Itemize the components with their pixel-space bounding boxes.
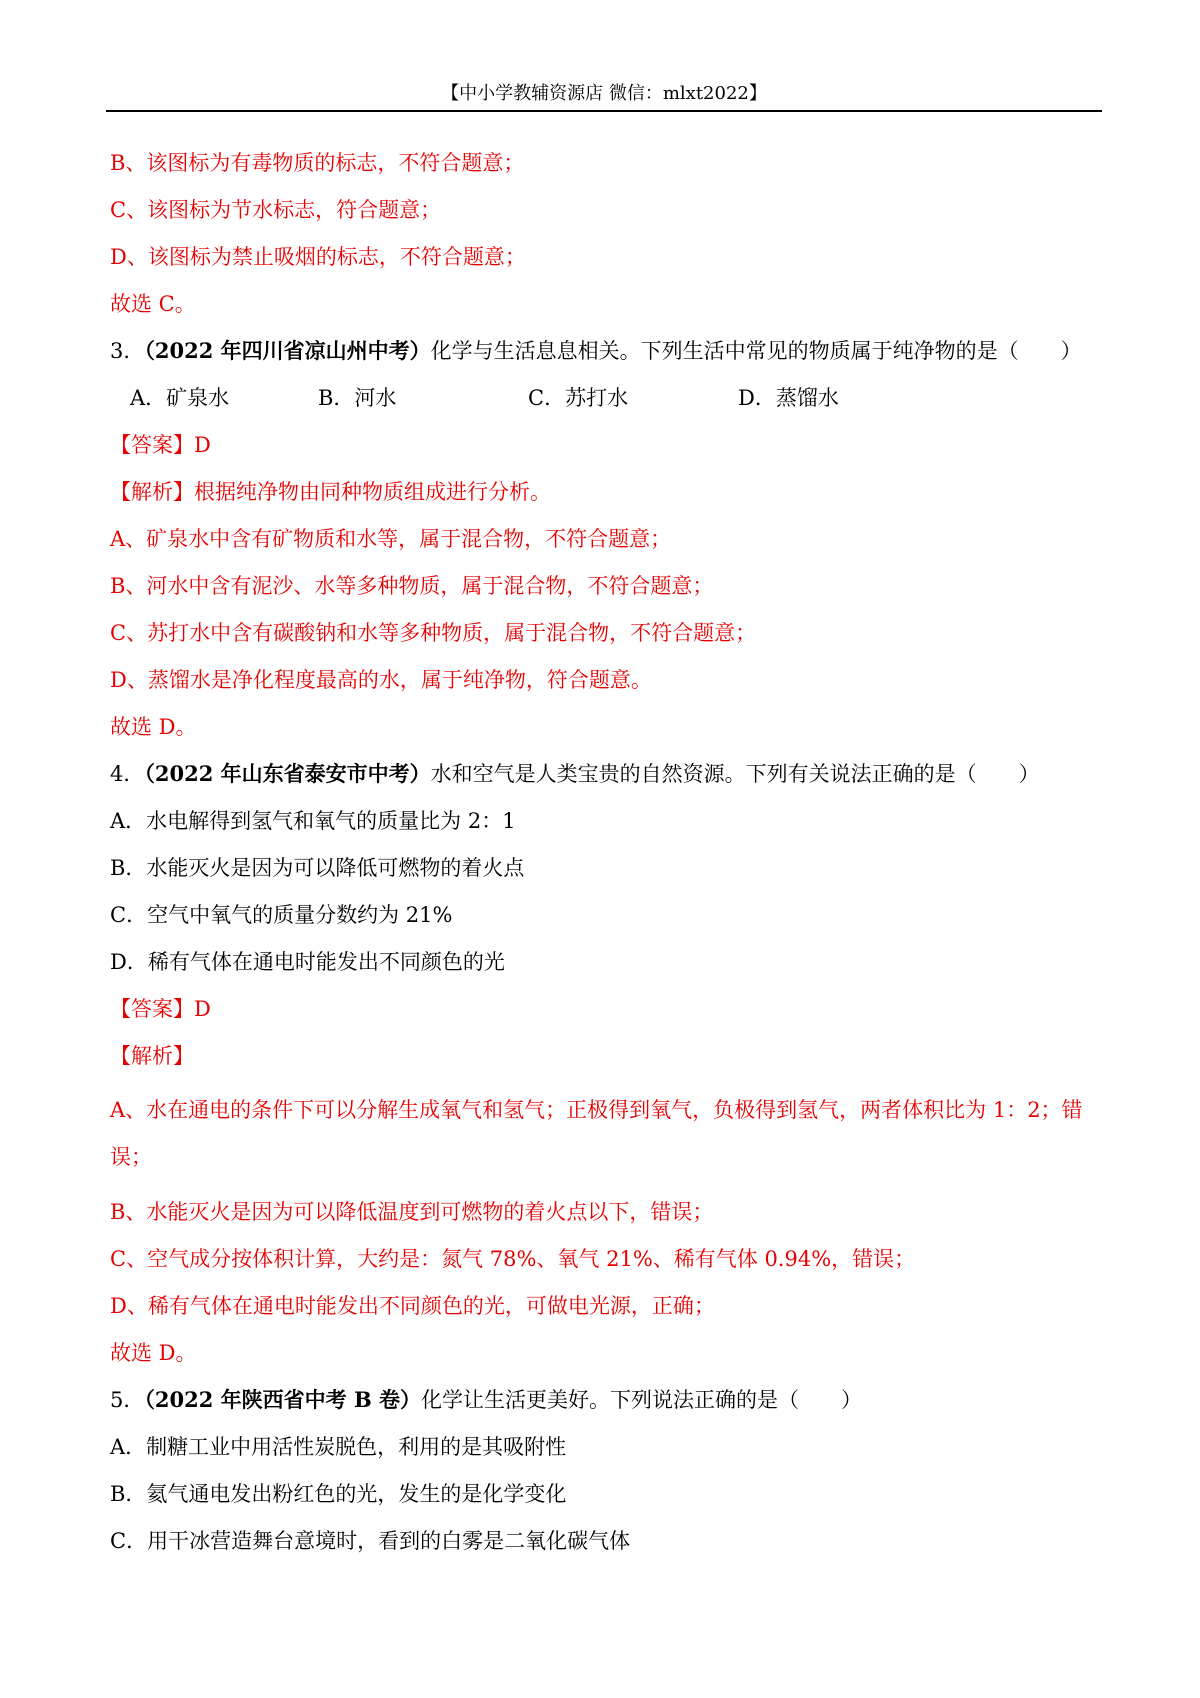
q4-answer: 【答案】D xyxy=(110,997,211,1021)
q4-option-b: B．水能灭火是因为可以降低可燃物的着火点 xyxy=(110,856,525,880)
q4-analysis: 【解析】 xyxy=(110,1044,194,1068)
q2-explain-d: D、该图标为禁止吸烟的标志，不符合题意； xyxy=(110,245,526,269)
q4-option-c: C．空气中氧气的质量分数约为 21% xyxy=(110,903,453,927)
q4-stem-line xyxy=(110,758,1100,790)
q2-explain-c: C、该图标为节水标志，符合题意； xyxy=(110,198,442,222)
q3-choice: 故选 D。 xyxy=(110,715,197,739)
header-divider xyxy=(106,110,1102,112)
q5-stem: 化学让生活更美好。下列说法正确的是（ ） xyxy=(421,1388,863,1412)
q5-source: （2022 年陕西省中考 B 卷） xyxy=(144,1387,422,1412)
q3-number: 3． xyxy=(110,339,145,363)
q3-option-b: B．河水 xyxy=(318,386,397,410)
q5-option-c: C．用干冰营造舞台意境时，看到的白雾是二氧化碳气体 xyxy=(110,1529,631,1553)
q5-stem-line xyxy=(110,1384,1100,1416)
q3-explain-b: B、河水中含有泥沙、水等多种物质，属于混合物，不符合题意； xyxy=(110,574,714,598)
q3-explain-a: A、矿泉水中含有矿物质和水等，属于混合物，不符合题意； xyxy=(110,527,672,551)
q5-option-b: B．氦气通电发出粉红色的光，发生的是化学变化 xyxy=(110,1482,567,1506)
q4-explain-b: B、水能灭火是因为可以降低温度到可燃物的着火点以下，错误； xyxy=(110,1200,714,1224)
q3-stem-line xyxy=(110,335,1100,367)
q4-option-d: D．稀有气体在通电时能发出不同颜色的光 xyxy=(110,950,505,974)
q5-number: 5． xyxy=(110,1388,145,1412)
q3-option-c: C．苏打水 xyxy=(528,386,629,410)
q4-explain-a: A、水在通电的条件下可以分解生成氧气和氢气；正极得到氧气，负极得到氢气，两者体积比为 1：2；错误； xyxy=(110,1098,1083,1169)
q2-explain-b: B、该图标为有毒物质的标志，不符合题意； xyxy=(110,151,525,175)
q4-stem: 水和空气是人类宝贵的自然资源。下列有关说法正确的是（ ） xyxy=(430,762,1040,786)
q3-source: （2022 年四川省凉山州中考） xyxy=(144,338,431,363)
q2-choice: 故选 C。 xyxy=(110,292,196,316)
q3-analysis: 【解析】根据纯净物由同种物质组成进行分析。 xyxy=(110,480,551,504)
q3-explain-d: D、蒸馏水是净化程度最高的水，属于纯净物，符合题意。 xyxy=(110,668,652,692)
q5-option-a: A．制糖工业中用活性炭脱色，利用的是其吸附性 xyxy=(110,1435,567,1459)
q3-option-d: D．蒸馏水 xyxy=(738,386,839,410)
page-header: 【中小学教辅资源店 微信：mlxt2022】 xyxy=(441,83,767,104)
q4-source: （2022 年山东省泰安市中考） xyxy=(144,761,431,786)
q3-stem: 化学与生活息息相关。下列生活中常见的物质属于纯净物的是（ ） xyxy=(430,339,1082,363)
q3-options xyxy=(110,382,1100,414)
q4-choice: 故选 D。 xyxy=(110,1341,197,1365)
q4-option-a: A．水电解得到氢气和氧气的质量比为 2：1 xyxy=(110,809,516,833)
q3-option-a: A．矿泉水 xyxy=(130,386,230,410)
q3-explain-c: C、苏打水中含有碳酸钠和水等多种物质，属于混合物，不符合题意； xyxy=(110,621,757,645)
q4-explain-c: C、空气成分按体积计算，大约是：氮气 78%、氧气 21%、稀有气体 0.94%，错误； xyxy=(110,1247,916,1271)
q4-explain-d: D、稀有气体在通电时能发出不同颜色的光，可做电光源，正确； xyxy=(110,1294,715,1318)
q4-number: 4． xyxy=(110,762,145,786)
page-content xyxy=(110,147,1100,1572)
q3-answer: 【答案】D xyxy=(110,433,211,457)
